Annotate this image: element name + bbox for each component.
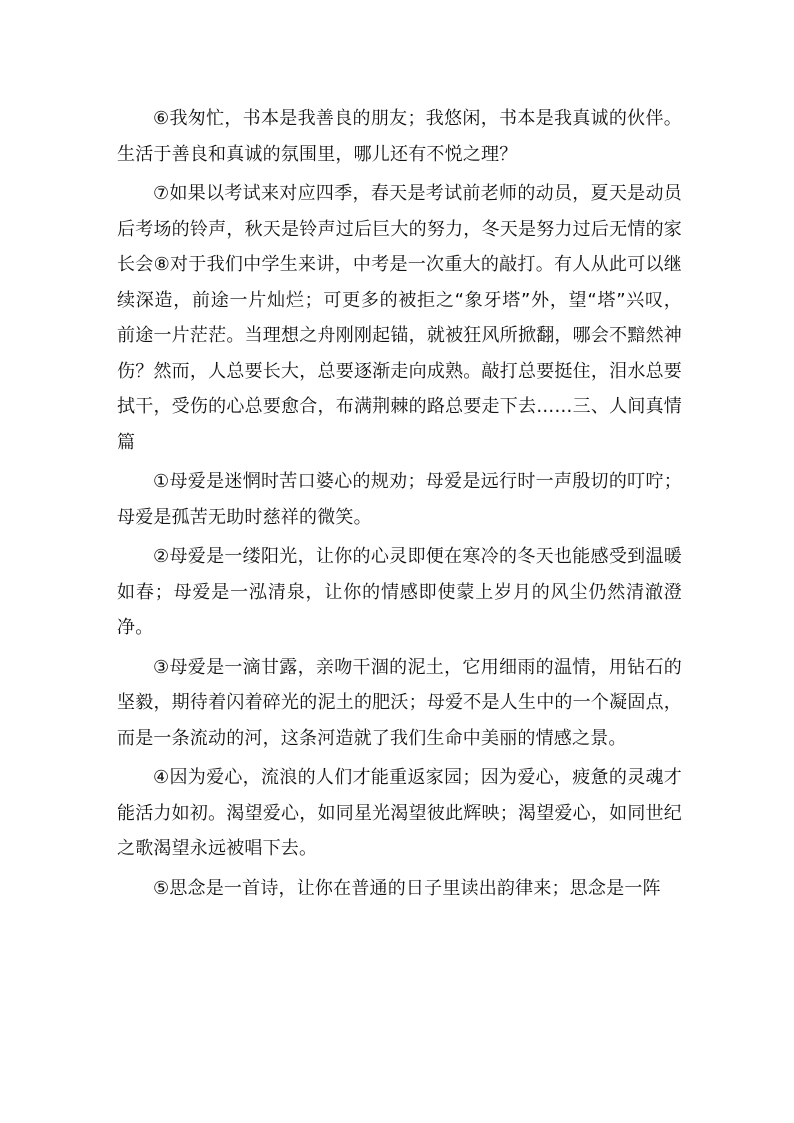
paragraph-6-books: ⑥我匆忙，书本是我善良的朋友；我悠闲，书本是我真诚的伙伴。生活于善良和真诚的氛围里，哪儿还有不悦之理？ <box>117 108 682 165</box>
paragraph-3-mother-love: ③母爱是一滴甘露，亲吻干涸的泥土，它用细雨的温情，用钻石的坚毅，期待着闪着碎光的泥土的肥沃；母爱不是人生中的一个凝固点，而是一条流动的河，这条河造就了我们生命中美丽的情感之景。 <box>117 656 682 749</box>
paragraph-7-exams: ⑦如果以考试来对应四季，春天是考试前老师的动员，夏天是动员后考场的铃声，秋天是铃声过后巨大的努力，冬天是努力过后无情的家长会⑧对于我们中学生来讲，中考是一次重大的敲打。有人从此可以继续深造，前途一片灿烂；可更多的被拒之“象牙塔”外，望“塔”兴叹，前途一片茫茫。当理想之舟刚刚起锚，就被狂风所掀翻，哪会不黯然神伤？然而，人总要长大，总要逐渐走向成熟。敲打总要挺住，泪水总要拭干，受伤的心总要愈合，布满荆棘的路总要走下去……三、人间真情篇 <box>117 183 682 453</box>
paragraph-1-mother-love: ①母爱是迷惘时苦口婆心的规劝；母爱是远行时一声殷切的叮咛；母爱是孤苦无助时慈祥的微笑。 <box>117 471 682 528</box>
paragraph-4-love-heart: ④因为爱心，流浪的人们才能重返家园；因为爱心，疲惫的灵魂才能活力如初。渴望爱心，如同星光渴望彼此辉映；渴望爱心，如同世纪之歌渴望永远被唱下去。 <box>117 767 682 859</box>
paragraph-5-longing: ⑤思念是一首诗，让你在普通的日子里读出韵律来；思念是一阵 <box>153 877 661 899</box>
paragraph-2-mother-love: ②母爱是一缕阳光，让你的心灵即便在寒冷的冬天也能感受到温暖如春；母爱是一泓清泉，让你的情感即使蒙上岁月的风尘仍然清澈澄净。 <box>117 546 682 638</box>
document-body <box>117 101 682 910</box>
